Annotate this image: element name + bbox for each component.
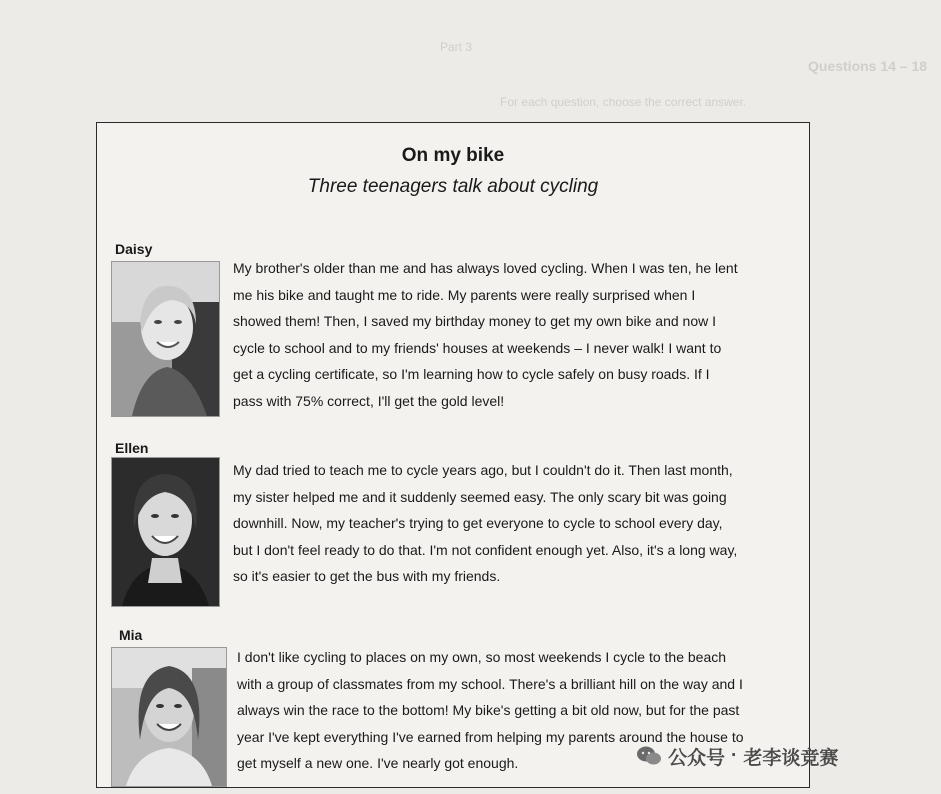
profile-name-mia: Mia [119,627,143,643]
text-line: showed them! Then, I saved my birthday money to get my own bike and now I [233,313,716,329]
text-line: downhill. Now, my teacher's trying to get everyone to cycle to school every day, [233,515,723,531]
text-line: my sister helped me and it suddenly seemed easy. The only scary bit was going [233,488,727,505]
article-subtitle: Three teenagers talk about cycling [307,176,599,197]
profile-name-daisy: Daisy [115,241,153,257]
profile-name-ellen: Ellen [115,440,149,456]
text-line: pass with 75% correct, I'll get the gold level! [233,392,505,409]
ghost-question-label: Questions 14 – 18 [808,58,928,74]
ghost-part-label: Part 3 [440,40,473,54]
text-line: but I don't feel ready to do that. I'm not confident enough yet. Also, it's a long way, [233,541,738,558]
ellen-photo [111,457,220,607]
text-line: My dad tried to teach me to cycle years ago, but I couldn't do it. Then last month, [233,462,733,478]
text-line: so it's easier to get the bus with my friends. [233,568,501,584]
mia-photo [111,647,227,787]
text-line: always win the race to the bottom! My bike's getting a bit old now, but for the past [237,702,740,718]
ghost-instruction: For each question, choose the correct answer. [500,95,747,109]
text-line: get a cycling certificate, so I'm learning how to cycle safely on busy roads. If I [233,366,710,382]
article-box [96,122,810,788]
text-line: My brother's older than me and has always loved cycling. When I was ten, he lent [233,260,738,276]
watermark-separator: · [731,745,738,766]
watermark-account: 公众号 [668,747,726,769]
profile-text-ellen [233,457,737,590]
daisy-photo [111,261,220,417]
wechat-watermark [636,742,838,770]
wechat-logo-icon [636,745,662,767]
text-line: with a group of classmates from my school. There's a brilliant hill on the way and I [237,675,743,692]
text-line: I don't like cycling to places on my own, so most weekends I cycle to the beach [237,649,727,665]
article-title: On my bike [401,145,505,166]
text-line: get myself a new one. I've nearly got enough. [237,755,519,771]
text-line: cycle to school and to my friends' houses at weekends – I never walk! I want to [233,339,722,356]
profile-text-daisy [233,255,738,414]
text-line: me his bike and taught me to ride. My parents were really surprised when I [233,286,696,303]
watermark-name: 老李谈竞赛 [743,747,839,769]
text-line: year I've kept everything I've earned from helping my parents around the house to [237,728,744,745]
